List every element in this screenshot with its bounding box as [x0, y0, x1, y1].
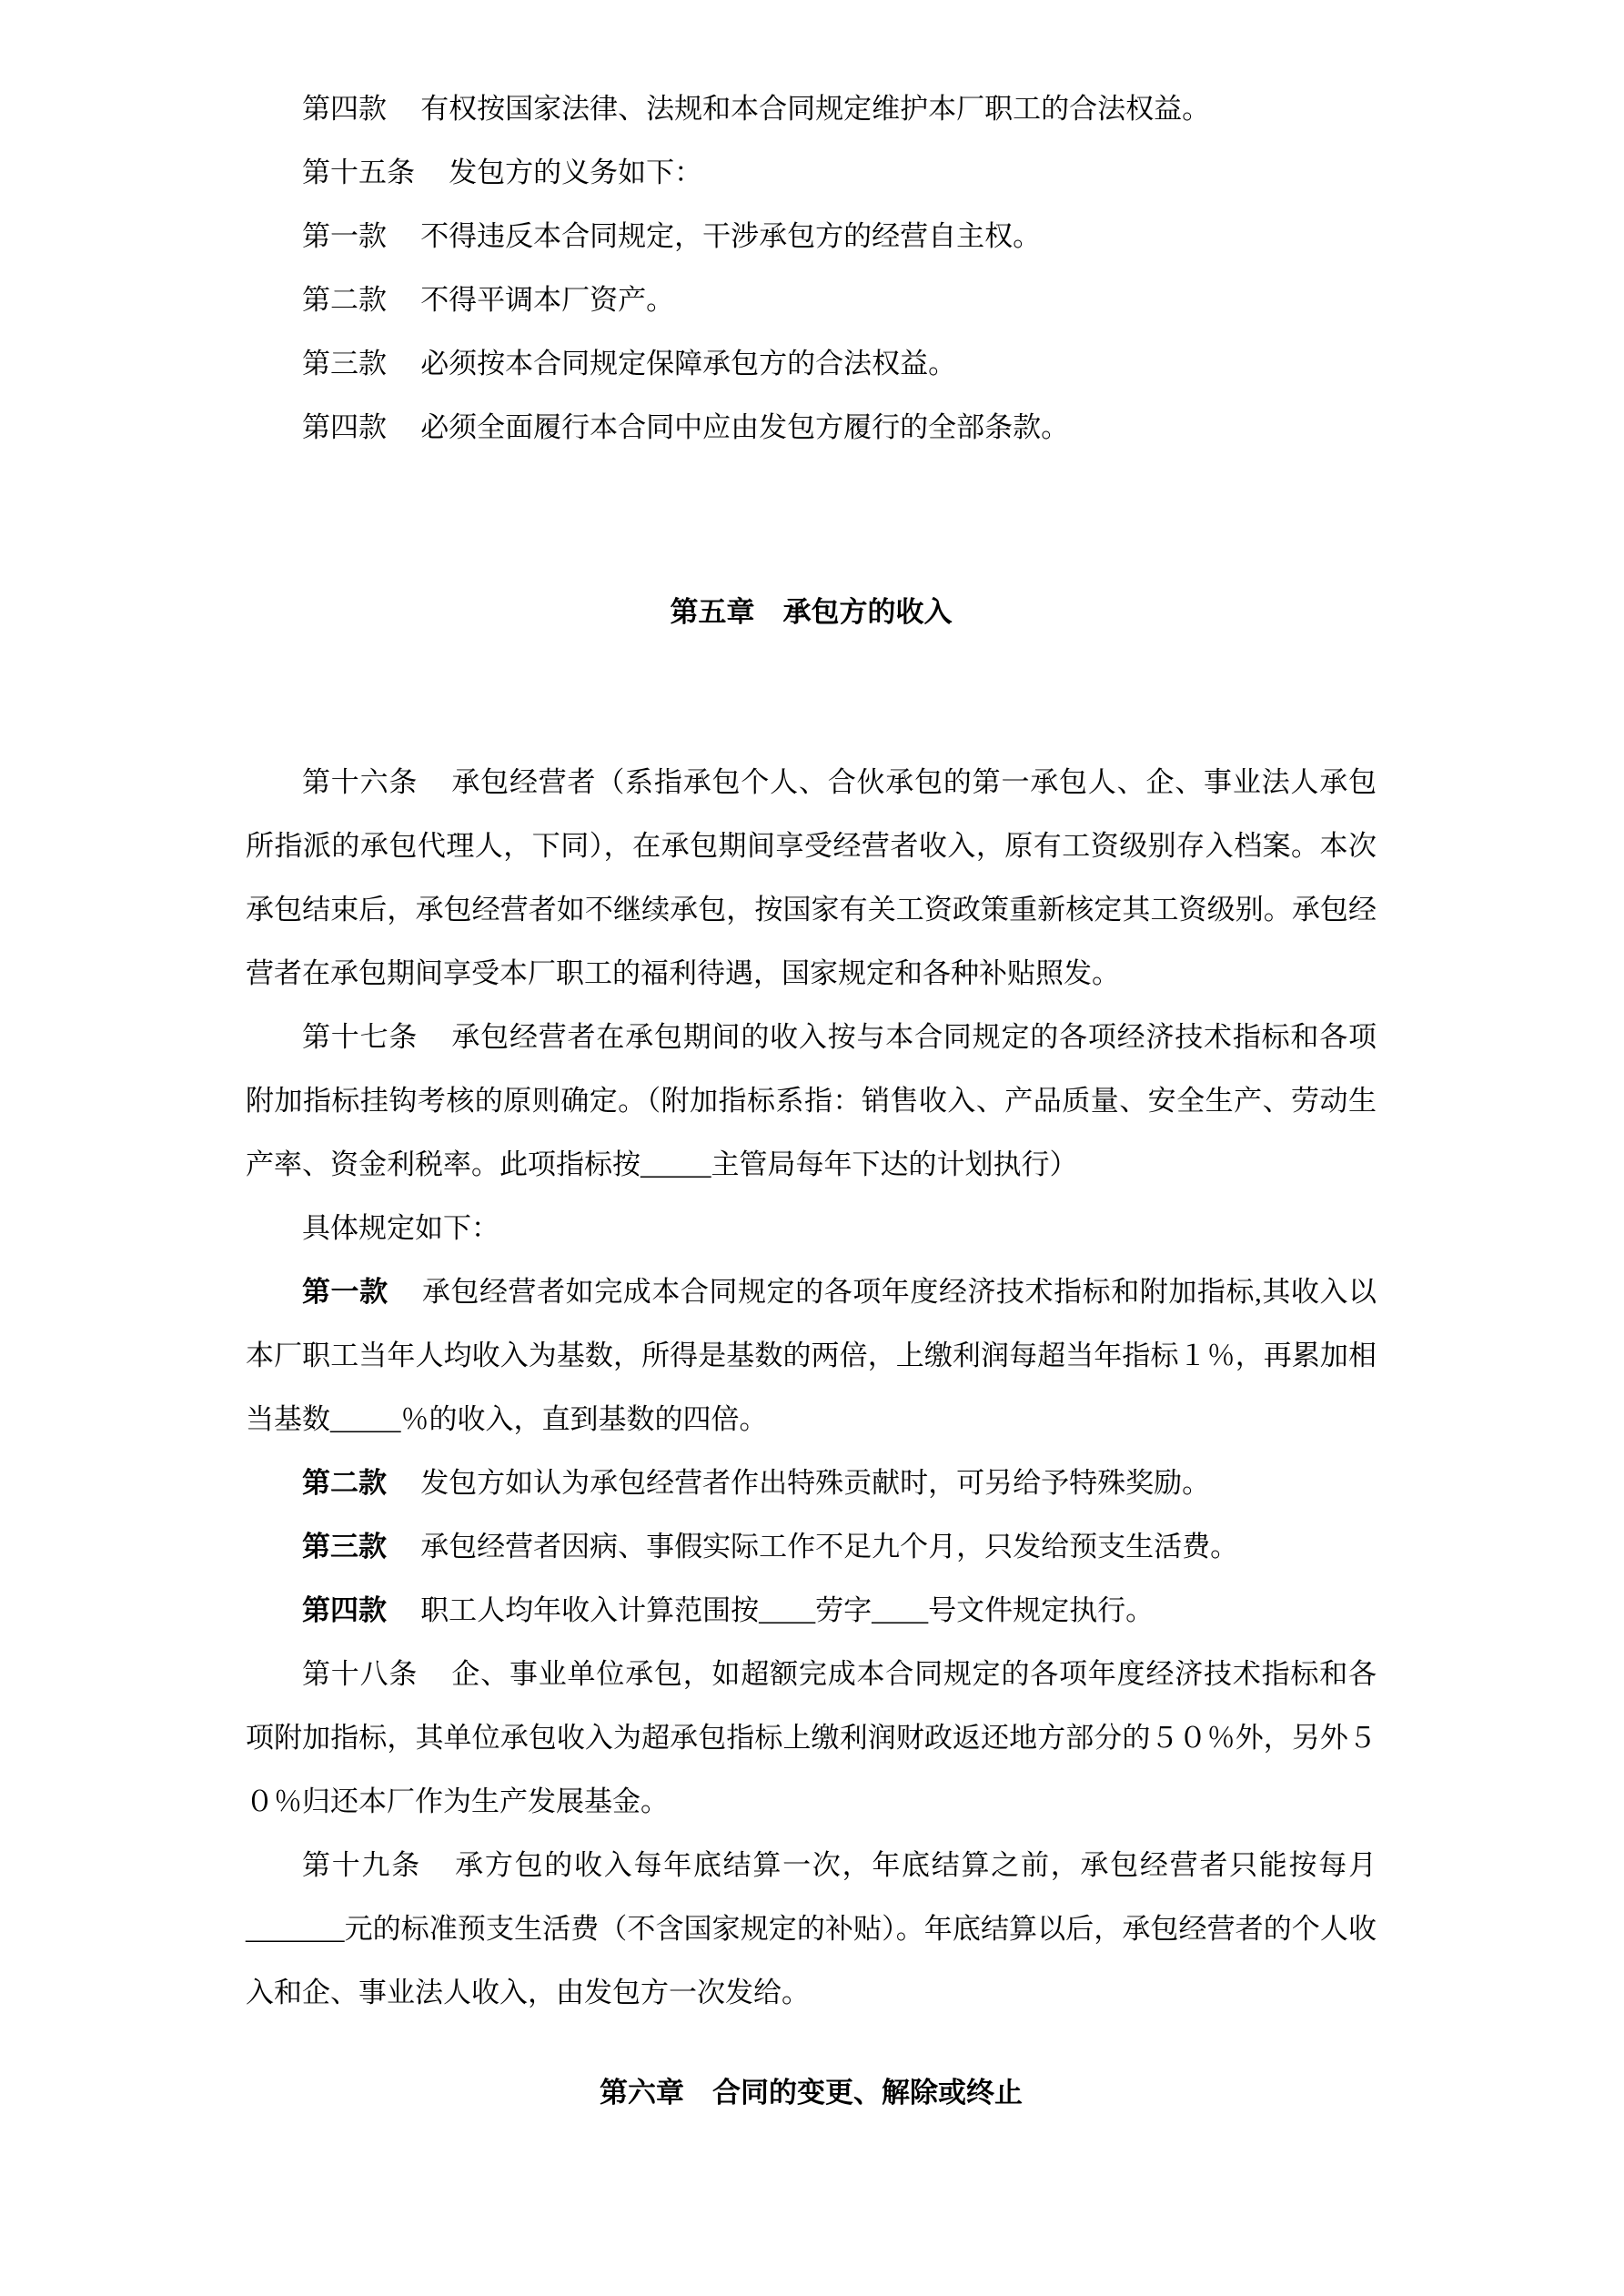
para-article-16 [246, 751, 1377, 1006]
chapter-5-heading [246, 581, 1377, 644]
intro-text: 具体规定如下： [302, 1212, 499, 1244]
clause-label: 第四款 [302, 411, 387, 443]
article-text: 承包经营者（系指承包个人、合伙承包的第一承包人、企、事业法人承包所指派的承包代理人，下同），在承包期间享受经营者收入，原有工资级别存入档案。本次承包结束后，承包经营者如不继续承包，按国家有关工资政策重新核定其工资级别。承包经营者在承包期间享受本厂职工的福利待遇，国家规定和各种补贴照发。 [246, 766, 1377, 989]
article-label: 第十六条 [302, 766, 419, 798]
para-clause-2 [246, 268, 1377, 332]
article-text: 承方包的收入每年底结算一次，年底结算之前，承包经营者只能按每月_______元的标准预支生活费（不含国家规定的补贴）。年底结算以后，承包经营者的个人收入和企、事业法人收入，由发包方一次发给。 [246, 1849, 1377, 2008]
clause-text: 承包经营者因病、事假实际工作不足九个月，只发给预支生活费。 [420, 1531, 1239, 1563]
para-article-19 [246, 1834, 1377, 2025]
chapter-number: 第五章 [670, 596, 755, 628]
clause-text: 发包方如认为承包经营者作出特殊贡献时，可另给予特殊奖励。 [420, 1467, 1211, 1499]
article-label: 第十八条 [302, 1658, 419, 1690]
clause-label: 第一款 [302, 220, 387, 252]
para-article-17 [246, 1006, 1377, 1197]
para-intro-specific-rules [246, 1197, 1377, 1260]
para-clause-2-article-17 [246, 1451, 1377, 1515]
para-clause-4-of-14 [246, 77, 1377, 141]
para-clause-1 [246, 205, 1377, 268]
para-clause-4 [246, 396, 1377, 460]
article-label: 第十九条 [302, 1849, 421, 1881]
clause-text: 有权按国家法律、法规和本合同规定维护本厂职工的合法权益。 [420, 93, 1211, 125]
chapter-6-heading [246, 2061, 1377, 2125]
article-label: 第十五条 [302, 157, 415, 188]
clause-text: 必须全面履行本合同中应由发包方履行的全部条款。 [420, 411, 1070, 443]
para-article-15 [246, 141, 1377, 205]
chapter-title: 合同的变更、解除或终止 [712, 2077, 1023, 2109]
article-text: 企、事业单位承包，如超额完成本合同规定的各项年度经济技术指标和各项附加指标，其单位承包收入为超承包指标上缴利润财政返还地方部分的５０％外，另外５０％归还本厂作为生产发展基金。 [246, 1658, 1377, 1817]
clause-text: 不得违反本合同规定，干涉承包方的经营自主权。 [420, 220, 1042, 252]
chapter-title: 承包方的收入 [782, 596, 953, 628]
para-clause-3 [246, 332, 1377, 396]
clause-label: 第二款 [302, 1467, 387, 1499]
para-clause-4-article-17 [246, 1579, 1377, 1643]
para-article-18 [246, 1643, 1377, 1834]
clause-label: 第四款 [302, 1594, 387, 1626]
clause-text: 不得平调本厂资产。 [420, 284, 675, 316]
article-text: 承包经营者在承包期间的收入按与本合同规定的各项经济技术指标和各项附加指标挂钩考核的原则确定。（附加指标系指：销售收入、产品质量、安全生产、劳动生产率、资金利税率。此项指标按_____主管局每年下达的计划执行） [246, 1021, 1377, 1180]
para-clause-3-article-17 [246, 1515, 1377, 1579]
clause-label: 第三款 [302, 348, 387, 379]
clause-label: 第一款 [302, 1276, 388, 1308]
clause-text: 承包经营者如完成本合同规定的各项年度经济技术指标和附加指标,其收入以本厂职工当年人均收入为基数，所得是基数的两倍，上缴利润每超当年指标１％，再累加相当基数_____％的收入，直到基数的四倍。 [246, 1276, 1377, 1435]
clause-text: 必须按本合同规定保障承包方的合法权益。 [420, 348, 957, 379]
clause-label: 第三款 [302, 1531, 387, 1563]
clause-label: 第四款 [302, 93, 387, 125]
article-text: 发包方的义务如下： [449, 157, 703, 188]
clause-label: 第二款 [302, 284, 387, 316]
contract-text-body [246, 0, 1377, 2125]
article-label: 第十七条 [302, 1021, 419, 1053]
clause-text: 职工人均年收入计算范围按____劳字____号文件规定执行。 [420, 1594, 1155, 1626]
para-clause-1-article-17 [246, 1260, 1377, 1451]
chapter-number: 第六章 [600, 2077, 684, 2109]
